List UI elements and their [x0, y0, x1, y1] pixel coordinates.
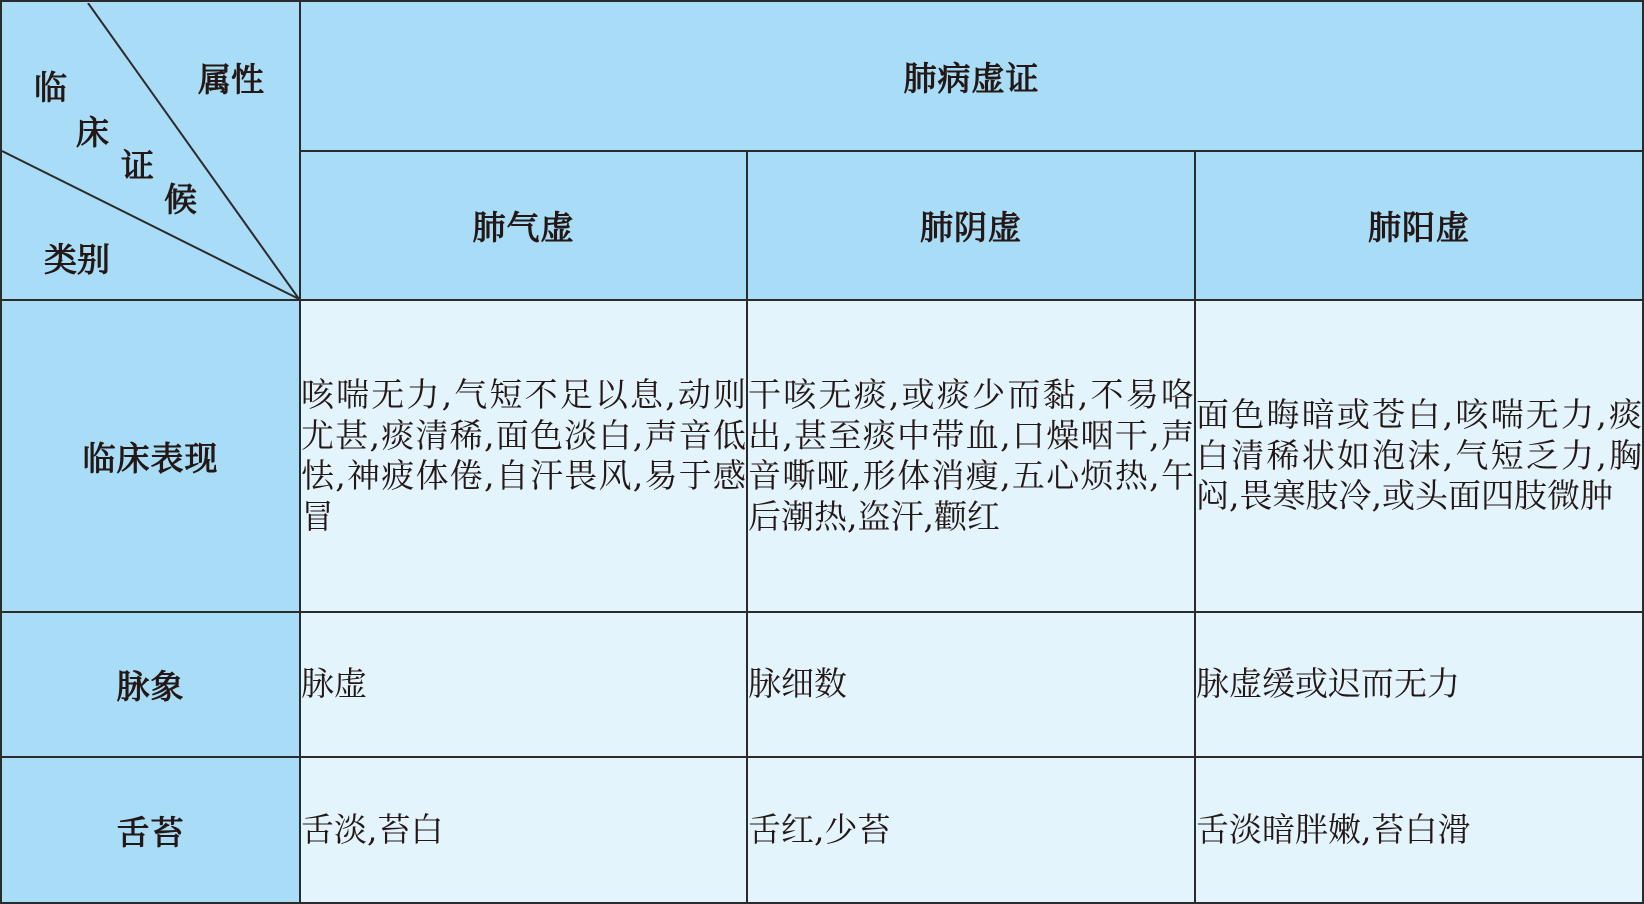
- row-label-pulse: 脉象: [1, 612, 300, 757]
- syndrome-char-1: 临: [34, 67, 67, 107]
- cell-pulse-qi: 脉虚: [300, 612, 747, 757]
- category-label: 类别: [44, 239, 110, 279]
- syndrome-char-2: 床: [76, 112, 109, 152]
- cell-tongue-yin: 舌红,少苔: [747, 757, 1195, 903]
- cell-pulse-yin: 脉细数: [747, 612, 1195, 757]
- header-row-top: [1, 1, 1643, 151]
- cell-clinical-qi: 咳喘无力,气短不足以息,动则尤甚,痰清稀,面色淡白,声音低怯,神疲体倦,自汗畏风,易于感冒: [300, 300, 747, 612]
- table-row: [1, 300, 1643, 612]
- corner-cell: [1, 1, 300, 300]
- cell-clinical-yang: 面色晦暗或苍白,咳喘无力,痰白清稀状如泡沫,气短乏力,胸闷,畏寒肢冷,或头面四肢微肿: [1195, 300, 1643, 612]
- cell-clinical-yin: 干咳无痰,或痰少而黏,不易咯出,甚至痰中带血,口燥咽干,声音嘶哑,形体消瘦,五心烦热,午后潮热,盗汗,颧红: [747, 300, 1195, 612]
- row-label-clinical: 临床表现: [1, 300, 300, 612]
- table-row: [1, 612, 1643, 757]
- table-title: 肺病虚证: [903, 58, 1040, 98]
- table-row: [1, 757, 1643, 903]
- syndrome-char-3: 证: [121, 145, 154, 185]
- column-header-yin: 肺阴虚: [747, 151, 1195, 300]
- column-header-qi: 肺气虚: [300, 151, 747, 300]
- cell-pulse-yang: 脉虚缓或迟而无力: [1195, 612, 1643, 757]
- cell-tongue-yang: 舌淡暗胖嫩,苔白滑: [1195, 757, 1643, 903]
- row-label-tongue: 舌苔: [1, 757, 300, 903]
- attribute-label: 属性: [198, 59, 264, 99]
- table-title-cell: [300, 1, 1643, 151]
- syndrome-char-4: 候: [164, 179, 197, 219]
- cell-tongue-qi: 舌淡,苔白: [300, 757, 747, 903]
- column-header-yang: 肺阳虚: [1195, 151, 1643, 300]
